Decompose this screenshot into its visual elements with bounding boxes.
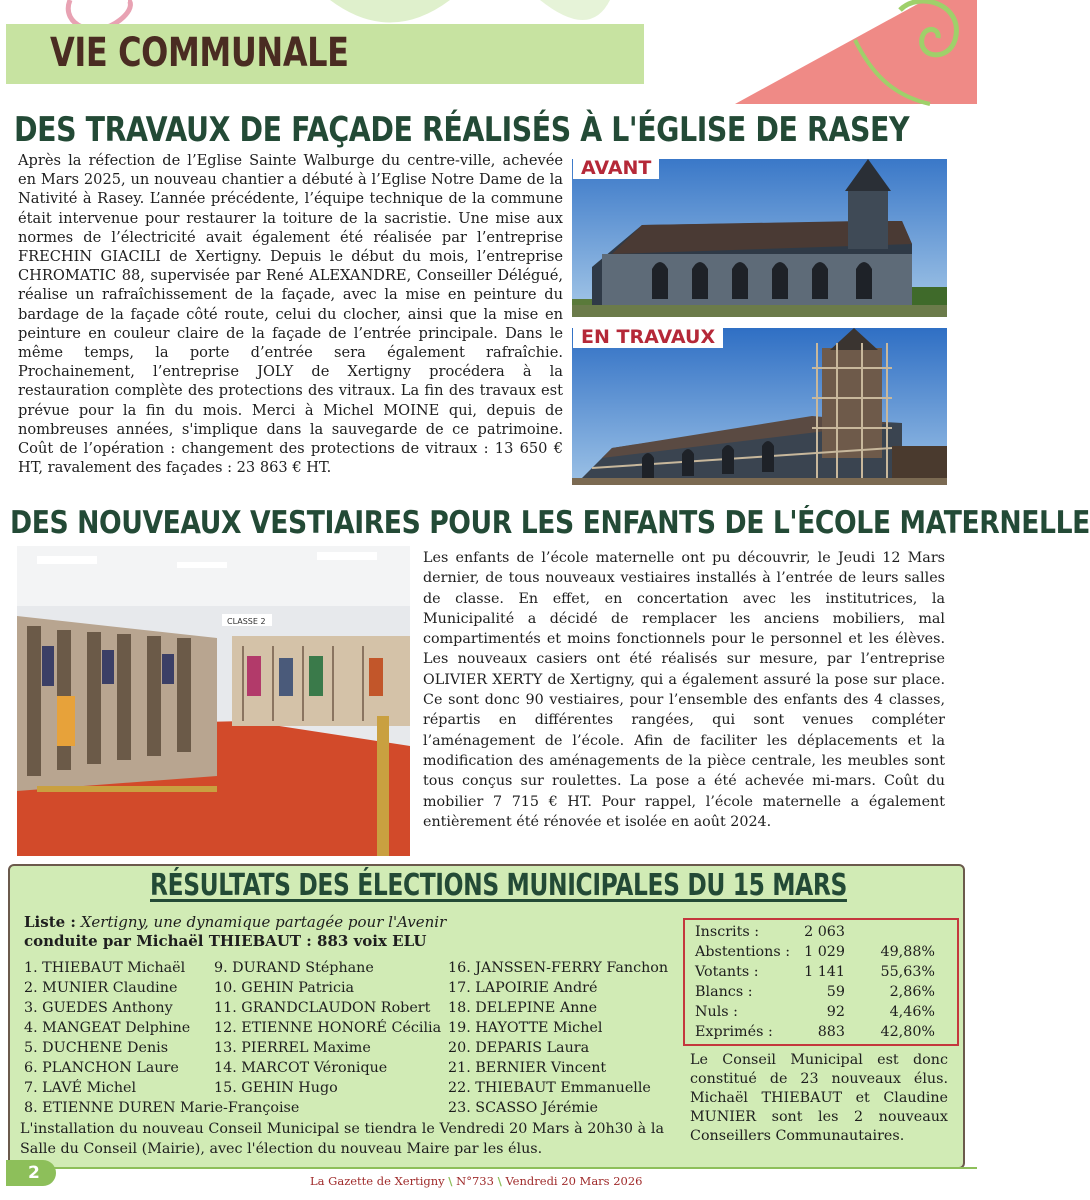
article-church-body: Après la réfection de l’Eglise Sainte Walburge du centre-ville, achevée en Mars 2025, un nouveau chantier a débuté à l’Eglise Notre Dame de la Nativité à Rasey. L’année précédente, l’équipe technique de la commune était intervenue pour restaurer la toiture de la sacristie. Une mise aux normes de l’électricité avait également été réalisée par l’entreprise FRECHIN GIACILI de Xertigny. Depuis le début du mois, l’entreprise CHROMATIC 88, supervisée par René ALEXANDRE, Conseiller Délégué, réalise un rafraîchissement de la façade, avec la mise en peinture du bardage de la façade côté route, celui du clocher, ainsi que la mise en peinture en couleur claire de la façade de l’entrée principale. Dans le même temps, la porte d’entrée sera également rafraîchie. Prochainement, l’entreprise JOLY de Xertigny procédera à la restauration complète des protections des vitraux. La fin des travaux est prévue pour la fin du mois. Merci à Michel MOINE qui, depuis de nombreuses années, s'implique dans la sauvegarde de ce patrimoine. Coût de l’opération : changement des protections de vitraux : 13 650 € HT, ravalement des façades : 23 863 € HT. [18, 152, 563, 477]
candidate: 17. LAPOIRIE André [448, 980, 598, 996]
works-label: EN TRAVAUX [573, 324, 723, 348]
candidate: 12. ETIENNE HONORÉ Cécilia [214, 1020, 442, 1036]
led-by-prefix: conduite par [24, 932, 131, 950]
stat-label: Inscrits : [695, 924, 760, 940]
candidate: 18. DELEPINE Anne [448, 1000, 598, 1016]
green-leaf [330, 0, 450, 23]
stat-value: 92 [826, 1004, 845, 1020]
school-cloakroom-illustration [17, 546, 410, 856]
candidate: 15. GEHIN Hugo [214, 1080, 338, 1096]
candidate: 19. HAYOTTE Michel [448, 1020, 603, 1036]
elections-title: RÉSULTATS DES ÉLECTIONS MUNICIPALES DU 15 MARS [150, 868, 847, 903]
candidate: 21. BERNIER Vincent [448, 1060, 607, 1076]
candidate: 14. MARCOT Véronique [214, 1060, 388, 1076]
candidate: 5. DUCHENE Denis [24, 1040, 169, 1056]
article-school-body: Les enfants de l’école maternelle ont pu découvrir, le Jeudi 12 Mars dernier, de tous nouveaux vestiaires installés à l’entrée de leurs salles de classe. En effet, en concertation avec les institutrices, la Municipalité a décidé de remplacer les anciens mobiliers, mal compartimentés et moins fonctionnels pour le personnel et les élèves. Les nouveaux casiers ont été réalisés sur mesure, par l’entreprise OLIVIER XERTY de Xertigny, qui a également assuré la pose sur place. Ce sont donc 90 vestiaires, pour l’ensemble des enfants des 4 classes, répartis en différentes rangées, qui sont venues compléter l’aménagement de l’école. Afin de faciliter les déplacements et la modification des aménagements de la pièce centrale, les meubles sont tous conçus sur roulettes. La pose a été achevée mi-mars. Coût du mobilier 7 715 € HT. Pour rappel, l’école maternelle a également entièrement été rénovée et isolée en août 2024. [423, 550, 945, 830]
green-leaf [540, 0, 610, 20]
list-prefix: Liste : [24, 913, 76, 931]
stat-value: 2 063 [804, 924, 845, 940]
stat-value: 59 [826, 984, 845, 1000]
stat-label: Nuls : [695, 1004, 738, 1020]
candidate: 23. SCASSO Jérémie [448, 1100, 599, 1116]
classroom-sign-text: CLASSE 2 [227, 617, 266, 626]
school-cloakroom-photo [17, 546, 410, 856]
candidate: 4. MANGEAT Delphine [24, 1020, 191, 1036]
stat-label: Votants : [695, 964, 759, 980]
article-school-title: DES NOUVEAUX VESTIAIRES POUR LES ENFANTS DE L'ÉCOLE MATERNELLE [10, 505, 1090, 541]
stat-value: 1 141 [804, 964, 845, 980]
candidate: 1. THIEBAUT Michaël [24, 960, 186, 976]
candidate: 16. JANSSEN-FERRY Fanchon [448, 960, 669, 976]
candidates-column-2 [214, 958, 441, 1098]
candidates-column-3 [448, 958, 668, 1118]
church-before-illustration [572, 159, 947, 317]
candidate: 22. THIEBAUT Emmanuelle [448, 1080, 651, 1096]
stat-percent: 4,46% [889, 1004, 935, 1020]
candidate: 6. PLANCHON Laure [24, 1060, 179, 1076]
page-number: 2 [6, 1160, 56, 1186]
stat-percent: 49,88% [880, 944, 935, 960]
stat-value: 1 029 [804, 944, 845, 960]
stat-percent: 55,63% [880, 964, 935, 980]
church-works-illustration [572, 328, 947, 485]
candidate: 2. MUNIER Claudine [24, 980, 178, 996]
council-summary: Le Conseil Municipal est donc constitué de 23 nouveaux élus. Michaël THIEBAUT et Claudine MUNIER sont les 2 nouveaux Conseillers Communautaires. [690, 1052, 948, 1144]
stat-percent: 2,86% [889, 984, 935, 1000]
candidate: 8. ETIENNE DUREN Marie-Françoise [24, 1100, 300, 1116]
issue-number: N°733 [456, 1174, 494, 1188]
issue-date: Vendredi 20 Mars 2026 [505, 1174, 643, 1188]
footer-rule [52, 1167, 977, 1169]
candidate: 3. GUEDES Anthony [24, 1000, 173, 1016]
list-leader: Michaël THIEBAUT : 883 voix ELU [136, 932, 427, 950]
candidate: 20. DEPARIS Laura [448, 1040, 590, 1056]
installation-notice: L'installation du nouveau Conseil Municipal se tiendra le Vendredi 20 Mars à 20h30 à la Salle du Conseil (Mairie), avec l'élection du nouveau Maire par les élus. [20, 1121, 664, 1157]
footer-credits [310, 1174, 643, 1188]
footer-separator: \ [448, 1174, 453, 1188]
footer-separator: \ [497, 1174, 502, 1188]
candidate: 7. LAVÉ Michel [24, 1080, 137, 1096]
article-church-title: DES TRAVAUX DE FAÇADE RÉALISÉS À L'ÉGLISE DE RASEY [14, 110, 910, 150]
list-name: Xertigny, une dynamique partagée pour l'Avenir [80, 913, 447, 931]
candidate: 13. PIERREL Maxime [214, 1040, 371, 1056]
results-table [683, 918, 959, 1046]
publication-name: La Gazette de Xertigny [310, 1174, 445, 1188]
before-label: AVANT [573, 155, 659, 179]
candidate: 9. DURAND Stéphane [214, 960, 374, 976]
stat-label: Blancs : [695, 984, 753, 1000]
stat-value: 883 [817, 1024, 845, 1040]
stat-label: Abstentions : [695, 944, 791, 960]
church-before-photo [572, 159, 947, 317]
stat-percent: 42,80% [880, 1024, 935, 1040]
church-works-photo [572, 328, 947, 485]
candidate: 10. GEHIN Patricia [214, 980, 355, 996]
rubric-title: VIE COMMUNALE [50, 30, 349, 76]
list-header [24, 913, 446, 951]
stat-label: Exprimés : [695, 1024, 773, 1040]
candidate: 11. GRANDCLAUDON Robert [214, 1000, 431, 1016]
